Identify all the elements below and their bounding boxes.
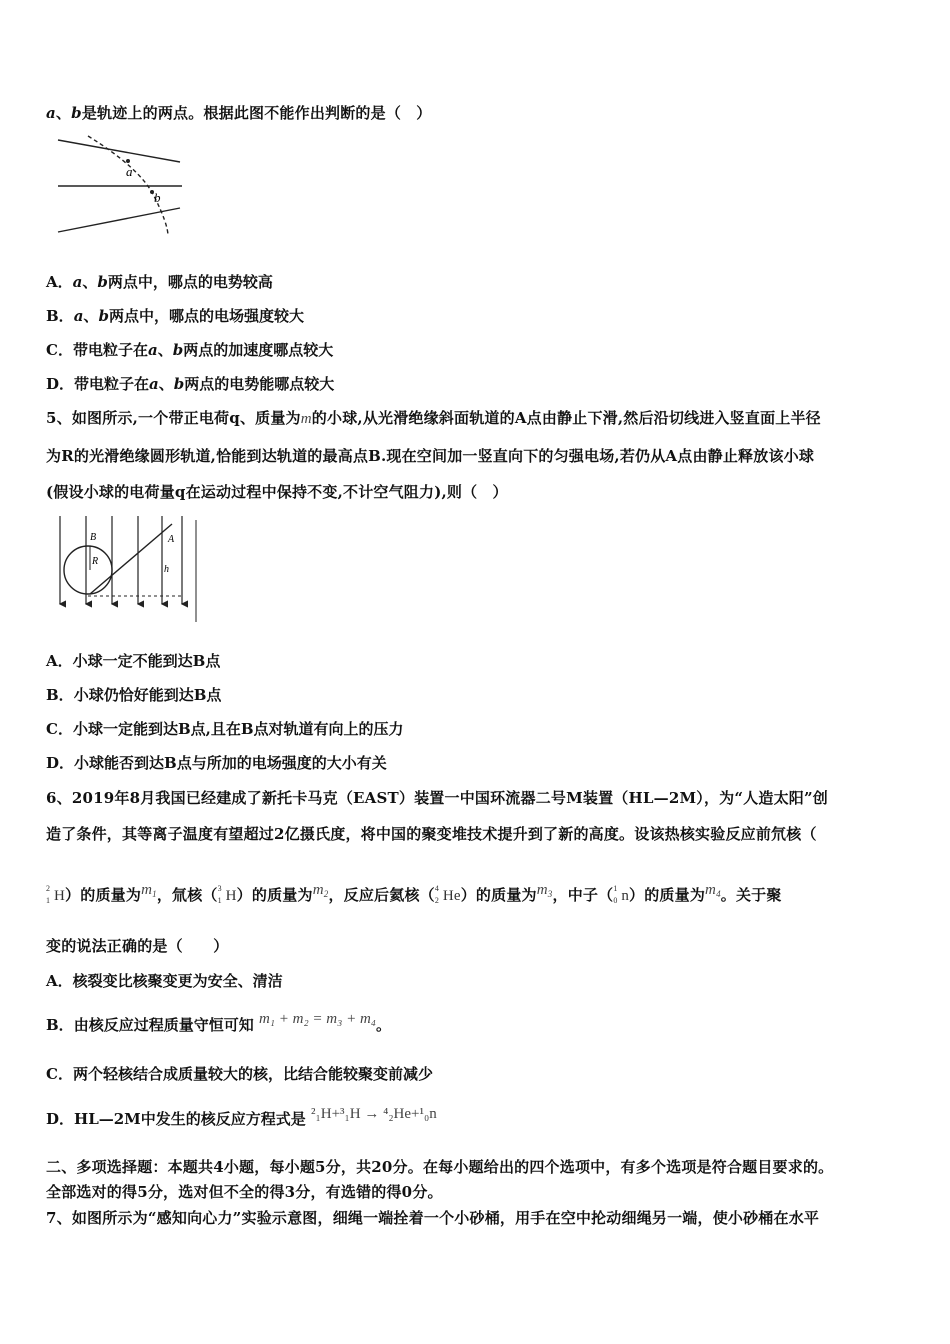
q5-option-c[interactable]: C．小球一定能到达B点,且在B点对轨道有向上的压力 <box>46 720 404 738</box>
isotope-h3: 3 1 H <box>217 884 237 905</box>
section2-line1: 二、多项选择题：本题共4小题，每小题5分，共20分。在每小题给出的四个选项中，有多个选项是符合题目要求的。 <box>46 1158 834 1176</box>
label-h: h <box>164 564 169 575</box>
incline-track <box>90 524 172 594</box>
q4-option-a[interactable]: A．a、b两点中，哪点的电势较高 <box>46 273 273 291</box>
mass-equation: m₁ + m₂ = m₃ + m₄ <box>258 1011 376 1027</box>
q4-option-d[interactable]: D．带电粒子在a、b两点的电势能哪点较大 <box>46 375 335 393</box>
q6-option-c[interactable]: C．两个轻核结合成质量较大的核，比结合能较聚变前减少 <box>46 1065 433 1083</box>
label-R: R <box>92 556 99 567</box>
q5-figure <box>50 512 210 628</box>
isotope-h2: 2 1 H <box>46 884 66 905</box>
q4-option-c[interactable]: C．带电粒子在a、b两点的加速度哪点较大 <box>46 341 334 359</box>
q6-option-a[interactable]: A．核裂变比核聚变更为安全、清洁 <box>46 972 283 990</box>
section2-line2: 全部选对的得5分，选对但不全的得3分，有选错的得0分。 <box>46 1183 443 1201</box>
field-line-1 <box>58 140 180 162</box>
label-B: B <box>90 532 97 543</box>
q4-option-b[interactable]: B．a、b两点中，哪点的电场强度较大 <box>46 307 304 325</box>
q6-stem-line2: 造了条件，其等离子温度有望超过2亿摄氏度，将中国的聚变堆技术提升到了新的高度。设该热核实验反应前氘核（ <box>46 825 817 843</box>
label-b: b <box>154 190 161 205</box>
q5-option-b[interactable]: B．小球仍恰好能到达B点 <box>46 686 222 704</box>
q6-stem-line1: 6、2019年8月我国已经建成了新托卡马克（EAST）装置一中国环流器二号M装置（HL—2M），为“人造太阳”创 <box>46 789 829 807</box>
q4-figure <box>50 128 190 238</box>
q5-stem-line3: (假设小球的电荷量q在运动过程中保持不变,不计空气阻力),则（ ） <box>46 483 508 501</box>
q4-stem: a、b是轨迹上的两点。根据此图不能作出判断的是（ ） <box>46 104 432 122</box>
q7-stem-line1: 7、如图所示为“感知向心力”实验示意图，细绳一端拴着一个小砂桶，用手在空中抡动细绳另一端，使小砂桶在水平 <box>46 1209 820 1227</box>
isotope-n1: 1 0 n <box>613 884 630 905</box>
q6-stem-line4: 变的说法正确的是（ ） <box>46 937 229 955</box>
q5-option-d[interactable]: D．小球能否到达B点与所加的电场强度的大小有关 <box>46 754 387 772</box>
label-A: A <box>168 534 175 545</box>
label-a: a <box>126 164 133 179</box>
q5-stem-line2: 为R的光滑绝缘圆形轨道,恰能到达轨道的最高点B.现在空间加一竖直向下的匀强电场,若仍从A点由静止释放该小球 <box>46 447 815 465</box>
q6-stem-line3: 2 1 H）的质量为$m_1$，氚核（ 3 1 H）的质量为$m_2$，反应后氦核（ 4 2 He）的质量为$m_3$，中子（ 1 0 n）的质量为$m_4$。关于聚 <box>46 882 782 905</box>
reaction-equation: ²₁H+³₁H → ⁴₂He+¹₀n <box>311 1106 437 1122</box>
circular-track <box>64 546 112 594</box>
q6-option-d[interactable]: D．HL—2M中发生的核反应方程式是 ²₁H+³₁H → ⁴₂He+¹₀n <box>46 1106 437 1128</box>
q5-option-a[interactable]: A．小球一定不能到达B点 <box>46 652 221 670</box>
q6-option-b[interactable]: B．由核反应过程质量守恒可知 m₁ + m₂ = m₃ + m₄。 <box>46 1011 392 1034</box>
isotope-he4: 4 2 He <box>434 884 461 905</box>
q5-stem-line1: 5、如图所示,一个带正电荷q、质量为m的小球,从光滑绝缘斜面轨道的A点由静止下滑,然后沿切线进入竖直面上半径 <box>46 409 821 427</box>
